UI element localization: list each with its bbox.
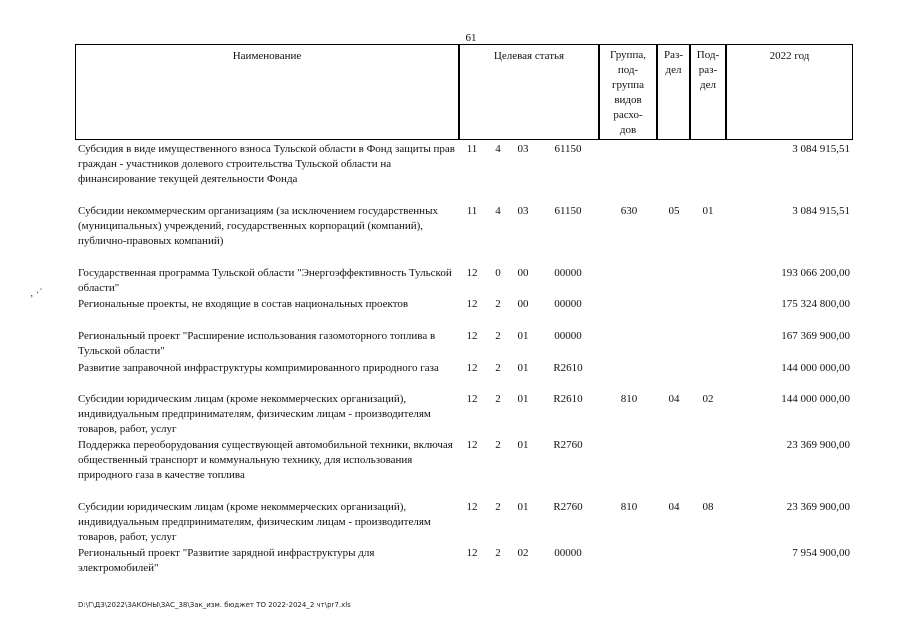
- row-code-subprogram: 01: [517, 362, 529, 374]
- row-code-program: 12: [466, 330, 478, 342]
- row-name: Государственная программа Тульской области "Энергоэффективность Тульской области": [78, 267, 452, 294]
- row-code-program: 11: [466, 205, 478, 217]
- header-section-line: Раз-: [663, 49, 683, 61]
- row-code-program: 12: [466, 501, 478, 513]
- row-code-direction: 00000: [554, 298, 582, 310]
- row-code-type: 2: [495, 330, 501, 342]
- row-code-subprogram: 00: [517, 298, 529, 310]
- row-subsection: 08: [702, 501, 714, 513]
- header-target-article-column: [459, 44, 599, 140]
- header-subsection-line: раз-: [698, 64, 718, 76]
- row-amount: 144 000 000,00: [781, 393, 850, 405]
- row-name: Развитие заправочной инфраструктуры компримированного природного газа: [78, 362, 439, 374]
- row-name: Субсидии юридическим лицам (кроме некоммерческих организаций), индивидуальным предпринимателям, физическим лицам - производителям товаров, работ, услуг: [78, 393, 431, 435]
- row-code-direction: 61150: [554, 143, 582, 155]
- row-section: 04: [668, 393, 680, 405]
- row-name: Региональный проект "Расширение использования газомоторного топлива в Тульской области": [78, 330, 436, 357]
- row-code-type: 2: [495, 439, 501, 451]
- row-code-subprogram: 01: [517, 330, 529, 342]
- row-name: Поддержка переоборудования существующей автомобильной техники, включая общественный транспорт и коммунальную технику, для использования природного газа в качестве топлива: [78, 439, 453, 481]
- header-section-label: [658, 45, 689, 78]
- row-amount: 7 954 900,00: [792, 547, 850, 559]
- row-subsection: 02: [702, 393, 714, 405]
- row-amount: 23 369 900,00: [786, 439, 850, 451]
- header-subsection-column: [690, 44, 726, 140]
- header-section-column: [657, 44, 690, 140]
- row-expense-group: 810: [620, 501, 638, 513]
- row-code-type: 2: [495, 298, 501, 310]
- header-group-line: видов: [614, 94, 642, 106]
- row-expense-group: 630: [620, 205, 638, 217]
- header-group-line: группа: [611, 79, 645, 91]
- row-amount: 23 369 900,00: [786, 501, 850, 513]
- row-expense-group: 810: [620, 393, 638, 405]
- row-code-program: 12: [466, 362, 478, 374]
- row-code-type: 2: [495, 362, 501, 374]
- row-code-type: 4: [495, 205, 501, 217]
- header-subsection-line: Под-: [696, 49, 720, 61]
- row-code-direction: R2760: [553, 439, 583, 451]
- row-amount: 193 066 200,00: [781, 267, 850, 279]
- row-code-program: 12: [466, 298, 478, 310]
- header-group-line: Группа,: [610, 49, 646, 61]
- row-code-subprogram: 02: [517, 547, 529, 559]
- header-year-label: 2022 год: [769, 50, 810, 62]
- header-target-article-label: Целевая статья: [493, 50, 565, 62]
- row-code-subprogram: 03: [517, 205, 529, 217]
- header-name-column: [75, 44, 459, 140]
- row-code-program: 11: [466, 143, 478, 155]
- row-name: Субсидии некоммерческим организациям (за исключением государственных (муниципальных) учреждений, государственных корпораций (компаний), публично-правовых компаний): [78, 205, 438, 247]
- row-code-subprogram: 01: [517, 501, 529, 513]
- row-code-program: 12: [466, 439, 478, 451]
- row-code-type: 2: [495, 393, 501, 405]
- file-path-footer: D:\Г\ДЗ\2022\ЗАКОНЫ\ЗАС_38\Зак_изм. бюджет ТО 2022-2024_2 чт\pr7.xls: [78, 601, 351, 609]
- row-code-type: 2: [495, 547, 501, 559]
- header-subsection-label: [691, 45, 725, 93]
- row-subsection: 01: [702, 205, 714, 217]
- row-code-subprogram: 01: [517, 393, 529, 405]
- row-code-direction: 00000: [554, 267, 582, 279]
- row-code-subprogram: 00: [517, 267, 529, 279]
- row-code-direction: 00000: [554, 330, 582, 342]
- header-group-line: под-: [617, 64, 639, 76]
- row-section: 04: [668, 501, 680, 513]
- row-code-type: 0: [495, 267, 501, 279]
- row-code-direction: 00000: [554, 547, 582, 559]
- header-name-label: Наименование: [232, 50, 302, 62]
- row-code-direction: R2610: [553, 393, 583, 405]
- row-code-program: 12: [466, 393, 478, 405]
- header-group-line: дов: [619, 124, 637, 136]
- row-name: Субсидии юридическим лицам (кроме некоммерческих организаций), индивидуальным предпринимателям, физическим лицам - производителям товаров, работ, услуг: [78, 501, 431, 543]
- row-code-program: 12: [466, 267, 478, 279]
- row-code-type: 2: [495, 501, 501, 513]
- row-name: Субсидия в виде имущественного взноса Тульской области в Фонд защиты прав граждан - участников долевого строительства Тульской области на финансирование текущей деятельности Фонда: [78, 143, 455, 185]
- header-group-label: [600, 45, 656, 138]
- row-code-direction: R2760: [553, 501, 583, 513]
- row-section: 05: [668, 205, 680, 217]
- page-number: 61: [465, 32, 477, 44]
- header-group-line: расхо-: [613, 109, 643, 121]
- row-code-direction: R2610: [553, 362, 583, 374]
- header-group-column: [599, 44, 657, 140]
- row-amount: 167 369 900,00: [781, 330, 850, 342]
- row-amount: 144 000 000,00: [781, 362, 850, 374]
- header-year-column: [726, 44, 853, 140]
- row-code-direction: 61150: [554, 205, 582, 217]
- row-code-program: 12: [466, 547, 478, 559]
- row-amount: 3 084 915,51: [792, 143, 850, 155]
- scan-artifact-marks: ‚ ·ˊ: [30, 288, 43, 299]
- header-subsection-line: дел: [700, 79, 716, 91]
- row-amount: 175 324 800,00: [781, 298, 850, 310]
- row-code-subprogram: 01: [517, 439, 529, 451]
- row-code-subprogram: 03: [517, 143, 529, 155]
- header-section-line: дел: [665, 64, 682, 76]
- row-name: Региональные проекты, не входящие в состав национальных проектов: [78, 298, 409, 310]
- row-name: Региональный проект "Развитие зарядной инфраструктуры для электромобилей": [78, 547, 375, 574]
- row-code-type: 4: [495, 143, 501, 155]
- row-amount: 3 084 915,51: [792, 205, 850, 217]
